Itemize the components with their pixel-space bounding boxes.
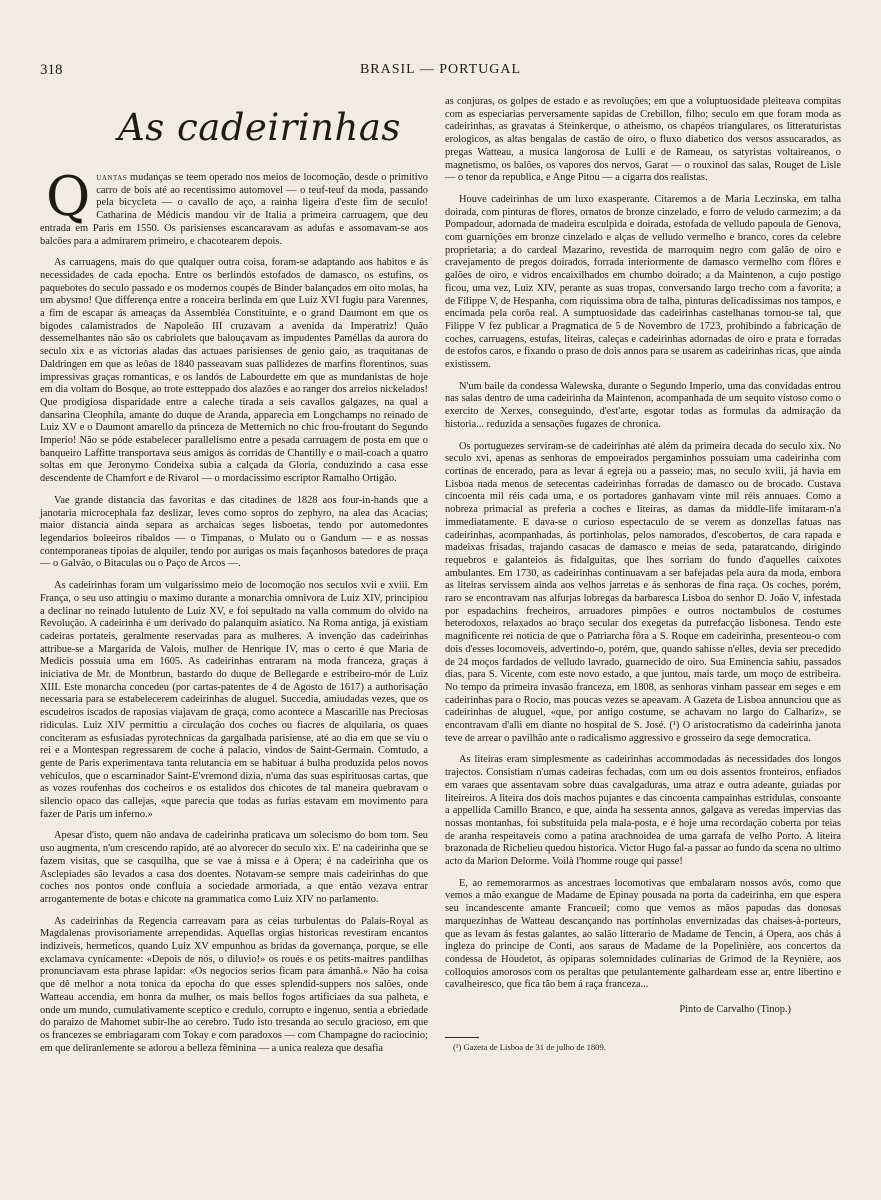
left-paragraph-2: Vae grande distancia das favoritas e das citadines de 1828 aos four-in-hands que a janotaria microcephala faz deslizar, leves como sopros do zephyro, na alea das Acacias; maior distancia ainda separa as archaicas seges lisboetas, tendo por automedontes legendarios boleeiros ribaldos — o Timpanas, o Mulato ou o Gandum — e as nossas contemporaneas tipoias de alquiler, tendo por aurigas os mais façanhosos batedores de praça — o Galvão, o Bitaculas ou o Paço de Arcos —.	[40, 494, 428, 570]
right-paragraph-4: Os portuguezes serviram-se de cadeirinhas até além da primeira decada do seculo xix. No seculo xvi, apenas as senhoras de empoeirados pergaminhos possuiam uma cadeirinha com cortinas de encerado, para as levar á egreja ou a passeio; mas, no seculo xviii, já havia em Lisboa nada menos de setecentas cadeirinhas forradas de damasco ou de brocado. Custava cincoenta mil réis cada uma, e os portadores ganhavam vinte mil réis annuaes. Como a nobreza primacial as preferia a coches e liteiras, as damas da middle-life imitaram-n'a immediatamente. E dava-se o curioso espectaculo de se verem as donzellas fatuas nas cadeirinhas, acompanhadas, ás portinholas, pelos namorados, d'escobertos, de cara rapada e madeixas frisadas, trajando casacas de damasco e meias de seda, pataratcando, dirigindo requebros e galanteios ás fidalguitas, que lhes sorriam do fundo d'aquelles caixotes ambulantes. Em 1730, as cadeirinhas continuavam a ser bafejadas pela aura da moda, embora as liteiras servissem ainda aos velhos jarretas e ás senhoras de fina raça. Os coches, porém, raro se encontravam nas alfurjas lobregas da barbaresca Lisboa do senhor D. João V, infestada por espadachins frecheiros, arruadores pimpões e outros noctambulos de costumes heterodoxos, relaxados ao braço secular dos exegetas da putrefacção lisbonesa. Tendo este magnificente rei noticia de que o Patriarcha fôra a S. Roque em cadeirinha, presenteou-o com dois d'esses locomoveis, advertindo-o, porém, que, quando sahisse n'elles, devia ser precedido de 24 moços fardados de velludo lavrado, guarnecido de oiro. Sua Eminencia sahiu, passados dias, para S. Vicente, com este novo estado, a que juntou, mais tarde, um moço de estribeira. No tempo da primeira invasão franceza, em 1808, as senhoras vinham passear em seges e em cadeirinhas para o Rocio, mas poucas vezes se apeavam. A Gazeta de Lisboa annunciou que as cadeirinhas de aluguel, «que, por antigo costume, se achavam no largo do Calhariz», se encontravam d'alli em diante no hospital de S. José. (¹) O aristocratismo da cadeirinha janota teve de arrear o pavilhão ante o radicalismo aggressivo e grosseiro da sege democratica.	[445, 440, 841, 744]
footnote-rule	[445, 1037, 479, 1038]
article-title: As cadeirinhas	[118, 106, 401, 149]
right-paragraph-6: E, ao rememorarmos as ancestraes locomotivas que embalaram nossos avós, como que vemos a mão exangue de Madame de Epinay pousada na porta da cadeirinha, em que espera seu incandescente amante Francueil; como que vemos as mãos papudas das donosas marquezinhas de Watteau descançando nas portinholas envernizadas das chaises-à-porteurs, que as levam ás festas galantes, ao salão litterario de Madame de Tencin, á Opera, aos chás á ingleza do principe de Conti, aos saraus de Madame de la Popelinière, aos concertos da condessa de Houdetot, ás opiparas solemnidades culinarias de Grimod de la Reynière, aos colloquios amorosos com os peraltas que petulantemente galhardeam esse ar, entre libertino e cavalheiresco, que fica tão bem á raça franceza...	[445, 877, 841, 991]
left-paragraph-4: Apesar d'isto, quem não andava de cadeirinha praticava um solecismo do bom tom. Seu uso augmenta, n'um crescendo rapido, até ao alvorecer do seculo xix. E' na cadeirinha que se fazem visitas, que se casquilha, que se vae á missa e á Opera; é na cadeirinha que os Asclepiades são levados a casa dos doentes. Notavam-se sempre mais cadeirinhas do que coches nos pontos onde confluia a sociedade armoriada, a que então vezava entrar arrogantemente de botas e chicote na grammatica como Luiz XIV no parlamento.	[40, 830, 428, 905]
right-paragraph-3: N'um baile da condessa Walewska, durante o Segundo Imperio, uma das convidadas entrou nas salas dentro de uma cadeirinha da Maintenon, acompanhada de um sequito vistoso como o exercito de Xerxes, conseguindo, d'est'arte, esgotar todas as formulas da admiração da historia... reduzida a sensações fugazes de chronica.	[445, 380, 841, 430]
lead-caps: uantas	[96, 172, 128, 183]
lead-paragraph	[40, 165, 428, 248]
right-column	[445, 96, 841, 1053]
dropcap: Q	[46, 165, 91, 228]
left-paragraph-5: As cadeirinhas da Regencia carreavam para as ceias turbulentas do Palais-Royal as Magdalenas provisoriamente arrependidas. Aquellas orgias historicas revestiram encantos indiziveis, hermeticos, quando Luiz XV empunhou as bridas da governança, porque, se elle exclamava cynicamente: «Depois de nós, o diluvio!» os roués e os petits-maitres pandilhas pronunciavam esta phrase lapidar: «Os negocios serios ficam para ámanhã.» Não ha coisa que dê melhor a nota tonica da epocha do que esses splendid-suppers nos salões, onde Watteau accendia, em honra da mulher, os mais bellos fogos artificiaes da sua palheta, e onde um mundo, cumulativamente scepticо e credulo, corrupto e ingenuo, sentia a ebriedade do paraizo de Mahomet subir-lhe ao cerebro. Tudo isto tresanda ao seculo gracioso, em que os francezes se embriagaram com Tokay e com paradoxos — com Champagne do raciocinio; em que deliranlemente se adorou a belleza fêminina — a unica realeza que desafia	[40, 915, 428, 1054]
lead-text: mudanças se teem operado nos meios de locomoção, desde o primitivo carro de bois até ao recentissimo automovel — o teuf-teuf da moda, passando pela bicycleta — o cavallo de aço, a rainha ligeira d'este fim de seculo! Catharina de Médicis mandou vir de Italia a primeira carruagem, que deu entrada em Paris em 1550. Os parisienses escancaravam as adufas e assomavam-se aos balcões para a admirarem primeiro, e chacotearem depois.	[40, 172, 428, 247]
footnote: (¹) Gazeta de Lisboa de 31 de julho de 1809.	[453, 1041, 606, 1052]
running-head	[0, 62, 881, 82]
journal-title: BRASIL — PORTUGAL	[359, 62, 522, 77]
left-paragraph-1: As carruagens, mais do que qualquer outra coisa, foram-se adaptando aos habitos e ás necessidades de cada epocha. Entre os berlindós estofados de damasco, os estufins, os paquebotes do seculo passado e os modernos coupés de Binder balançados em oito molas, ha um abysmo! Que differença entre a ronceira berlinda em que Luiz XVI fugiu para Varennes, a fim de escapar ás ameaças da Assembléa Constituinte, e o grand Daumont em que os bigodes calamistrados de Napoleão III cruzavam a avenida da Imperatriz! Quão dessemelhantes não são os cabriolets que balouçavam as impudentes Paméllas da aurora do seculo xix e as victorias aladas das actuaes parisienses de genio gaio, as traquitanas de Daldringen em que as leôas de 1840 passeavam suas pallidezes de marfins florentinos, suas impressivas graças romanticas, e os landós de Labourdette em que as mundanistas de hoje em dia voltam do Bosque, ao trote estteppado dos alazões e ao ranger dos arreios nickelados! Que prodigiosa disparidade entre a caleche tirada a seis cavallos galgazes, na qual a dansarina Cleophila, amante do duque de Aranda, apparecia em Longchamps no reinado de Luiz XV e o Daumont amarello da princeza de Metternich no chic frou-froutant do Segundo Imperio! Não se póde estabelecer parallelismo entre a pesada carruagem de posta em que o banqueiro Laffitte transportava seus amigos ás corridas de Chantilly e o mail-coach a quatro soltas em que Jeronymo Condeixa subia a calçada da Gloria, conduzindo a casa esse descendente de Chamfort e de Rivarol — o mordacissimo escriptor Ramalho Ortigão.	[40, 257, 428, 485]
page-number: 318	[40, 62, 63, 78]
right-paragraph-1: as conjuras, os golpes de estado e as revoluções; em que a voluptuosidade pleiteava compitas com as especiarias perversamente sapidas de Crebillon, filho; seculo em que foram moda as cadeirinhas, as gravatas á Steinkerque, o atheismo, os chapéos triangulares, os litteraturistas erologicos, as altas bengalas de castão de oiro, o fluxo diabetico dos versos assucarados, as pregas Watteau, a musica langorosa de Lulli e de Rameau, os satyristas voltaireanos, o magnetismo, os balões, os vapores dos nervos, Garat — o rouxinol das salas, Rouget de Lisle — o tenor da republica, e Ange Pitou — a cigarra dos realistas.	[445, 96, 841, 184]
author-signature: Pinto de Carvalho (Tinop.)	[679, 1004, 791, 1016]
left-paragraph-3: As cadeirinhas foram um vulgarissimo meio de locomoção nos seculos xvii e xviii. Em França, o seu uso attingiu o maximo durante a monarchia omnivora de Luiz XIV, principiou a declinar no reinado lutulento de Luiz XV, e foi sepultado na valla commum do olvido na Revolução. A cadeirinha é um derivado do palanquim asiatico. Na Roma antiga, já existiam cadeiras portateis, geralmente reservadas para as mulheres. A invenção das cadeirinhas attribue-se a Margarida de Valois, mulher de Henrique IV, mas o certo é que Maria de Medicis possuia uma em 1605. As cadeirinhas entraram na moda franceza, graças á iniciativa de Mr. de Montbrun, bastardo do duque de Bellegarde e estribeiro-mór de Luiz XIII. Este monarcha concedeu (por cartas-patentes de 4 de Agosto de 1617) a authorisação necessaria para se estabelecerem cadeirinhas de aluguel. Succedia, amiudadas vezes, que os escudeiros iscados de raposias viajavam de graça, como acontece a Mascarille nas Preciosas ridiculas. Luiz XIV permittiu a circulação dos coches ou fiacres de alquilaria, os quaes conciteram as esfusiadas pyrotechnicas da gargalhada parisiense, até ao dia em que se viu o rei e a Montespan regressarem de coche á palacio, vindos de Saint-Germain. Comtudo, a gente de Paris experimentava tanta relutancia em se habituar á bulha produzida pelos novos vehiculos, que o escarninador Saint-E'vremond dizia, n'uma das suas espirituosas cartas, que as vozes roufenhas dos cocheiros e os estalidos dos chicotes de tal maneira quebravam o silencio opaco das callejas, «que parecia que todas as furias estavam em movimento para fazer de Paris um inferno.»	[40, 580, 428, 820]
right-paragraph-2: Houve cadeirinhas de um luxo exasperante. Citaremos a de Maria Leczinska, em talha doirada, com pinturas de flores, ornatos de bronze cinzelado, e forro de veludo carmezim; a da Pompadour, adornada de madeira esculpida e doirada, estofada de velludo papoula de Genova, com guarnições em bronze cinzelado e alças de velludo vermelho e branco, cores da celebre proprietaria; a do cardeal Mazarino, revestida de marroquim negro com galão de oiro e cravejamento de pregos doirados, forrada interiormente de damasco vermelho com flôres e galões de oiro, e vidros encaixilhados em chumbo doirado; a da Maintenon, a cujo postigo ficou, uma vez, Luiz XIV, perante as suas tropas, conversando largo trecho com a favorita; a de Filippe V, de Hespanha, com riquissima obra de talha, pinturas delicadissimas nos tampos, e encimada pela corôa real. A sumptuosidade das cadeirinhas castelhanas tornou-se tal, que Filippe V fez publicar a Pragmatica de 5 de Novembro de 1723, prohibindo a fabricação de coches, carruagens, estufas, liteiras, caleças e cadeirinhas adornadas de oiro e prata e forradas de estofos caros, e fixando o praso de dois annos para se usarem as cadeirinhas ricas, que ainda existissem.	[445, 193, 841, 371]
left-column	[40, 96, 428, 1064]
right-paragraph-5: As liteiras eram simplesmente as cadeirinhas accommodadas ás necessidades dos longos trajectos. Consistiam n'umas cadeiras fechadas, com um ou dois assentos fronteiros, enfiados em varaes que assentavam sobre duas cavalgaduras, uma atraz e outra adeante, guiadas por liteireiros. A liteira dos dois machos pujantes e das cincoenta campainhas estridulas, consoante a appellida Camillo Branco, e que, ainda ha sessenta annos, galgava as veredas impervias das nossas montanhas, foi substituida pela mala-posta, e é hoje uma recordação coberta por teias de aranha respeitaveis como a patina arachnoidea de uma garrafa de velho Porto. A liteira brazonada de Richelieu quedou historica. Victor Hugo fal-a passar ao fundo da scena no ultimo acto da Marion Delorme. Voilà l'homme rouge qui passe!	[445, 754, 841, 868]
